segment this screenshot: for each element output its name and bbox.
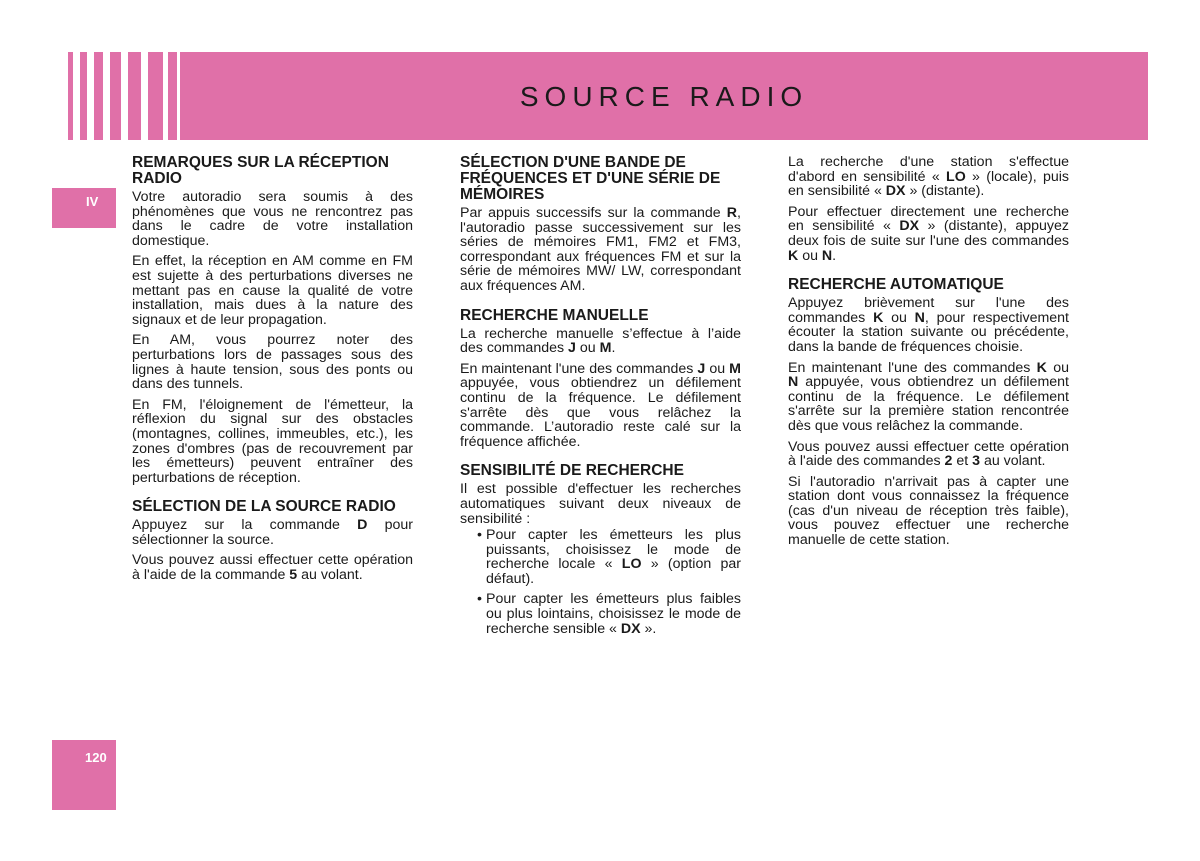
- paragraph: En maintenant l'une des commandes K ou N appuyée, vous obtiendrez un défilement continu de la fréquence. Le défilement s'arrête sur la première station rencontrée dès que vous relâchez la commande.: [788, 359, 1069, 434]
- paragraph: La recherche d'une station s'effectue d'abord en sensibilité « LO » (locale), puis en sensibilité « DX » (distante).: [788, 154, 1070, 200]
- paragraph: En maintenant l'une des commandes J ou M appuyée, vous obtiendrez un défilement continu de la fréquence. Le défilement s'arrête dès que vous relâchez la commande. L’autoradio reste calé sur la fréquence affichée.: [460, 360, 741, 450]
- section-heading: RECHERCHE AUTOMATIQUE: [788, 276, 1004, 294]
- paragraph: Appuyez sur la commande D pour sélectionner la source.: [132, 517, 413, 548]
- paragraph: La recherche manuelle s’effectue à l’aide des commandes J ou M.: [460, 325, 741, 357]
- section-heading: SÉLECTION D'UNE BANDE DE FRÉQUENCES ET D'UNE SÉRIE DE MÉMOIRES: [460, 154, 721, 203]
- list-item: • Pour capter les émetteurs les plus puissants, choisissez le mode de recherche locale « LO » (option par défaut).: [477, 528, 741, 586]
- paragraph: Votre autoradio sera soumis à des phénomènes que vous ne rencontrez pas dans le cadre de votre installation domestique.: [132, 189, 413, 249]
- section-heading: RECHERCHE MANUELLE: [460, 306, 649, 324]
- header-stripe: [128, 52, 141, 140]
- list-item: • Pour capter les émetteurs plus faibles ou plus lointains, choisissez le mode de recherche sensible « DX ».: [477, 592, 741, 636]
- header-stripe: [168, 52, 177, 140]
- header-stripe: [148, 52, 163, 140]
- column-3: [788, 155, 1069, 554]
- paragraph: En AM, vous pourrez noter des perturbations lors de passages sous des lignes à haute tension, sous des ponts ou dans des tunnels.: [132, 332, 413, 393]
- paragraph: Il est possible d'effectuer les recherches automatiques suivant deux niveaux de sensibilité :: [460, 481, 741, 527]
- paragraph: Vous pouvez aussi effectuer cette opération à l'aide des commandes 2 et 3 au volant.: [788, 438, 1069, 470]
- page-title: SOURCE RADIO: [519, 81, 809, 112]
- header-stripe: [94, 52, 103, 140]
- page-number: 120: [52, 740, 116, 810]
- column-1: [132, 155, 413, 589]
- header-stripe: [110, 52, 121, 140]
- paragraph: Pour effectuer directement une recherche en sensibilité « DX » (distante), appuyez deux fois de suite sur l'une des commandes K ou N.: [788, 203, 1070, 264]
- column-2: [460, 155, 741, 642]
- header-stripe: [68, 52, 73, 140]
- paragraph: En FM, l'éloignement de l'émetteur, la réflexion du signal sur des obstacles (montagnes, collines, immeubles, etc.), les zones d'ombres (pas de recouvrement par les émetteurs) peuvent entraîner des perturbations de réception.: [132, 396, 413, 486]
- section-heading: SÉLECTION DE LA SOURCE RADIO: [132, 498, 396, 516]
- paragraph: Si l'autoradio n'arrivait pas à capter une station dont vous connaissez la fréquence (cas d'un niveau de réception très faible), vous pouvez effectuer une recherche manuelle de cette station.: [788, 473, 1069, 549]
- paragraph: Appuyez brièvement sur l'une des commandes K ou N, pour respectivement écouter la station suivante ou précédente, dans la bande de fréquences choisie.: [788, 295, 1069, 355]
- header-stripe: [80, 52, 87, 140]
- chapter-tab: IV: [52, 188, 116, 228]
- paragraph: Par appuis successifs sur la commande R, l'autoradio passe successivement sur les séries de mémoires FM1, FM2 et FM3, correspondant aux fréquences FM et sur la série de mémoires MW/ LW, correspondant aux fréquences AM.: [460, 205, 741, 294]
- paragraph: Vous pouvez aussi effectuer cette opération à l'aide de la commande 5 au volant.: [132, 552, 413, 584]
- section-heading: REMARQUES SUR LA RÉCEPTION RADIO: [132, 154, 389, 187]
- paragraph: En effet, la réception en AM comme en FM est sujette à des perturbations diverses ne mettant pas en cause la qualité de votre installation, mais dues à la nature des signaux et de leur propagation.: [132, 253, 413, 328]
- bullet-list: [460, 528, 741, 636]
- section-heading: SENSIBILITÉ DE RECHERCHE: [460, 462, 684, 480]
